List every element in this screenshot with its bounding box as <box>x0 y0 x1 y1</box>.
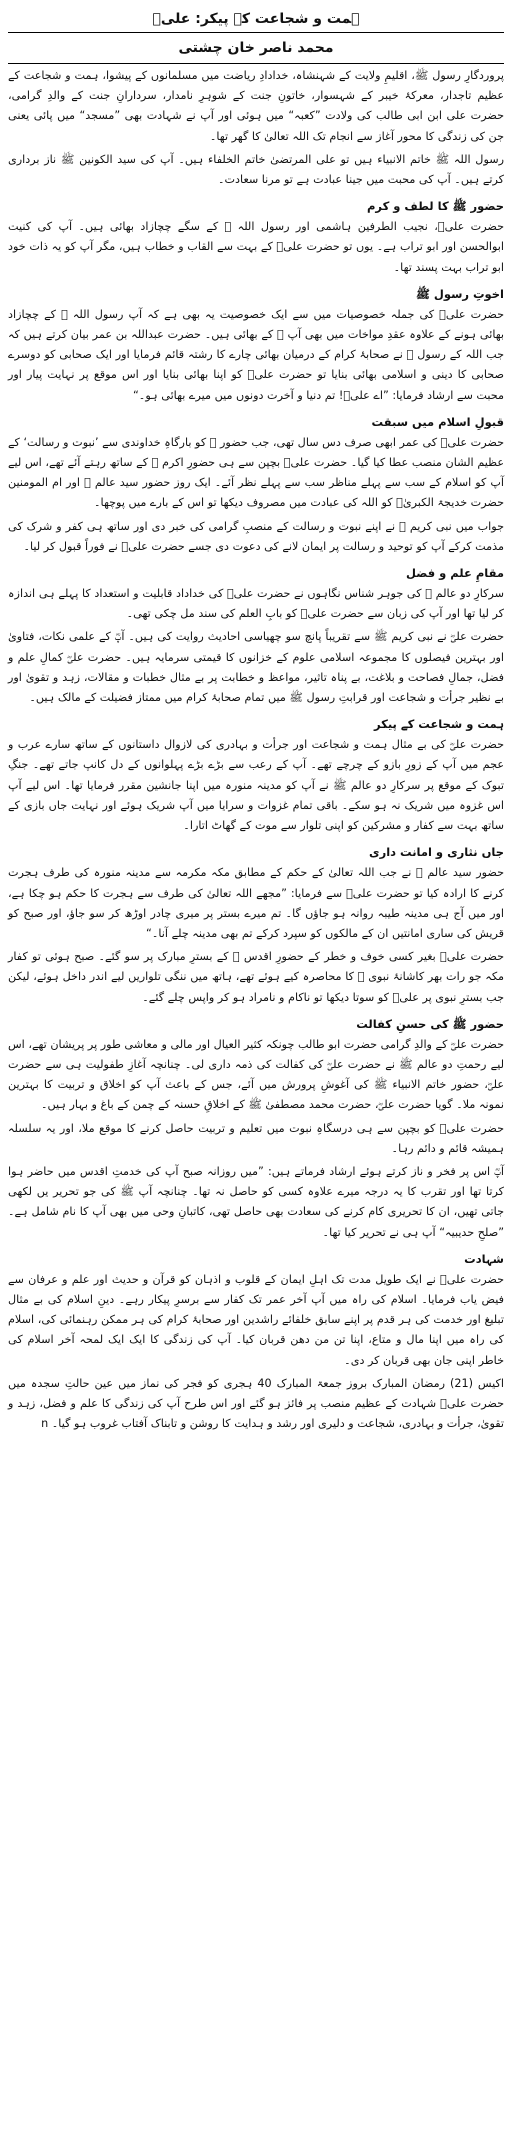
paragraph: رسول اللہ ﷺ خاتم الانبیاء ہیں تو علی المرتضیٰ خاتم الخلفاء ہیں۔ آپ کی سید الکونین ﷺ ناز برداری کرتے ہیں۔ آپ کی محبت میں جینا عبادت ہے تو مرنا سعادت۔ <box>8 152 504 187</box>
paragraph: حضرت علیؓ کی جملہ خصوصیات میں سے ایک خصوصیت یہ بھی ہے کہ آپ رسول اللہ ﷺ کے چچازاد بھائی ہونے کے علاوہ عقدِ مواخات میں بھی آپ ﷺ کے بھائی ہیں۔ حضرت عبداللہ بن عمر بیان کرتے ہیں کہ جب اللہ کے رسول ﷺ نے صحابۂ کرام کے درمیان بھائی چارے کا رشتہ قائم فرمایا اور ایک صحابی کو دوسرے صحابی کا دینی و اسلامی بھائی بنایا تو حضرت علیؓ کو اپنا بھائی بنایا اور اس موقع پر نہایت پیار اور محبت سے ارشاد فرمایا: ”اے علیؓ! تم دنیا و آخرت دونوں میں میرے بھائی ہو۔“ <box>8 307 504 402</box>
section-heading: جاں نثاری و امانت داری <box>369 845 504 860</box>
paragraph: پروردگارِ رسول ﷺ، اقلیمِ ولایت کے شہنشاہ، خدادادِ ریاضت میں مسلمانوں کے پیشوا، ہمت و شجاعت کے عظیم تاجدار، معرکۂ خیبر کے شہسوار، خاتونِ جنت کے شوہرِ نامدار، سردارانِ جنت کے والدِ گرامی، حضرت علی ابن ابی طالب کی ولادت ”کعبہ“ میں ہوئی اور آپ نے شہادت بھی ”مسجد“ میں پائی یعنی جن کی زندگی کا محور آغاز سے انجام تک اللہ تعالیٰ کا گھر تھا۔ <box>8 69 504 143</box>
paragraph: حضرت علیؓ نے نبی کریم ﷺ سے تقریباً پانچ سو چھیاسی احادیث روایت کی ہیں۔ آپؓ کے علمی نکات، فتاویٰ اور بہترین فیصلوں کا مجموعہ اسلامی علوم کے خزانوں کا قیمتی سرمایہ ہیں۔ حضرت علیؓ کمالِ علم و فضل، جمالِ فصاحت و بلاغت، بے پناہ تاثیر، مواعظ و خطابت پر بے مثال خطبات و مقالات، زہد و تقویٰ اور بے نظیر جرأت و شجاعت اور قرابتِ رسول ﷺ میں تمام صحابۂ کرام میں ممتاز فضیلت کے مالک ہیں۔ <box>8 630 504 705</box>
paragraph: حضرت علیؓ بغیر کسی خوف و خطر کے حضورِ اقدس ﷺ کے بسترِ مبارک پر سو گئے۔ صبح ہوئی تو کفار مکہ جو رات بھر کاشانۂ نبوی ﷺ کا محاصرہ کیے ہوئے تھے، ہاتھ میں ننگی تلواریں لیے اندر داخل ہوئے، لیکن جب بسترِ نبوی پر علیؓ کو سوتا دیکھا تو ناکام و نامراد ہو کر واپس چلے گئے۔ <box>8 950 504 1004</box>
article-headline: ہمت و شجاعت کے پیکر: علیؓ <box>152 11 360 27</box>
paragraph: حضرت علیؓ کے والدِ گرامی حضرت ابو طالب چونکہ کثیر العیال اور مالی و معاشی طور پر پریشان تھے، اس لیے رحمتِ دو عالم ﷺ نے حضرت علیؓ کی کفالت کی ذمہ داری لی۔ چنانچہ آغازِ طفولیت ہی سے حضرت علیؓ، حضور خاتم الانبیاء ﷺ کی آغوشِ پرورش میں آئے، جس کے باعث آپ کو اخلاق و تربیت کا بہترین نمونہ ملا۔ گویا حضرت علیؓ، حضرت محمد مصطفیٰ ﷺ کے اخلاقِ حسنہ کے چمن کے باغ و بہار ہیں۔ <box>8 1037 504 1112</box>
section-heading: اخوتِ رسول ﷺ <box>415 286 504 301</box>
paragraph: اکیس (21) رمضان المبارک بروز جمعۃ المبارک 40 ہجری کو فجر کی نماز میں عین حالتِ سجدہ میں حضرت علیؓ شہادت کے عظیم منصب پر فائز ہو گئے اور اس طرح آپ کی زندگی کا علم و فضل، زہد و تقویٰ، جرأت و بہادری، شجاعت و دلیری اور رشد و ہدایت کا روشن و تابناک آفتاب غروب ہو گیا۔ n <box>8 1376 504 1431</box>
article-body <box>8 66 504 1434</box>
section-heading: مقامِ علم و فضل <box>406 566 504 581</box>
paragraph: حضور سید عالم ﷺ نے جب اللہ تعالیٰ کے حکم کے مطابق مکہ مکرمہ سے مدینہ منورہ کی طرف ہجرت کرنے کا ارادہ کیا تو حضرت علیؓ سے فرمایا: ”مجھے اللہ تعالیٰ کی طرف سے ہجرت کا حکم ہو چکا ہے، اور میں آج ہی مدینہ طیبہ روانہ ہو جاؤں گا۔ تم میرے بستر پر میری چادر اوڑھ کر سو جاؤ، اور صبح کو قریش کی ساری امانتیں ان کے مالکوں کو سپرد کرکے تم بھی مدینہ چلے آنا۔“ <box>8 866 504 940</box>
paragraph: حضرت علیؓ نے ایک طویل مدت تک اہلِ ایمان کے قلوب و اذہان کو قرآن و حدیث اور علم و عرفان سے فیض یاب فرمایا۔ اسلام کی راہ میں آپ آخر عمر تک کفار سے برسرِ پیکار رہے۔ دینِ اسلام کی بے مثال تبلیغ اور خدمت کی ہر قدم پر اپنے سابق خلفائے راشدین اور صحابۂ کرام کی ہر ممکن رہنمائی کی، اسلام کی راہ میں اپنا مال و متاع، اپنا تن من دھن قربان کیا۔ آپ کی زندگی کا ایک ایک لمحہ آخر اسلام کی خاطر اپنی جان بھی قربان کر دی۔ <box>8 1272 504 1367</box>
section-heading: قبولِ اسلام میں سبقت <box>371 414 504 429</box>
paragraph: سرکارِ دو عالم ﷺ کی جوہر شناس نگاہوں نے حضرت علیؓ کی خداداد قابلیت و استعداد کا پہلے ہی اندازہ کر لیا تھا اور آپ کی زبان سے حضرت علیؓ کو بابِ العلم کی سند مل چکی تھی۔ <box>8 587 504 621</box>
section-heading: حضور ﷺ کی حسنِ کفالت <box>356 1016 504 1031</box>
paragraph: حضرت علیؓ کی عمر ابھی صرف دس سال تھی، جب حضور ﷺ کو بارگاہِ خداوندی سے ’نبوت و رسالت‘ کے عظیم الشان منصب عطا کیا گیا۔ حضرت علیؓ بچپن سے ہی حضورِ اکرم ﷺ کے ساتھ رہتے آئے تھے، اس لیے آپ کو اسلام کے سب سے پہلے مناظر سب سے پہلے نظر آئے۔ ایک روز حضور سید عالم ﷺ اور ام المومنین حضرت خدیجۃ الکبریٰؓ کو اللہ کی عبادت میں مصروف دیکھا تو اس کے بارے میں پوچھا۔ <box>8 435 504 510</box>
author-byline: محمد ناصر خان چشتی <box>178 40 334 56</box>
byline-rule <box>8 63 504 64</box>
headline-rule <box>8 32 504 33</box>
paragraph: حضرت علیؓ کو بچپن سے ہی درسگاہِ نبوت میں تعلیم و تربیت حاصل کرنے کا موقع ملا، اور یہ سلسلہ ہمیشہ قائم و دائم رہا۔ <box>8 1121 504 1155</box>
paragraph: آپؓ اس پر فخر و ناز کرتے ہوئے ارشاد فرماتے ہیں: ”میں روزانہ صبح آپ کی خدمتِ اقدس میں حاضر ہوا کرتا تھا اور تقرب کا یہ درجہ میرے علاوہ کسی کو حاصل نہ تھا۔ چنانچہ آپ ﷺ کی جو تحریر یں لکھی جاتی تھیں، ان کا تحریری کام کرنے کی سعادت بھی حاصل تھی، کاتبانِ وحی میں بھی آپ کا نام شامل ہے۔ ”صلحِ حدیبیہ“ آپ ہی نے تحریر کیا تھا۔ <box>8 1164 504 1239</box>
section-heading: حضور ﷺ کا لطف و کرم <box>366 199 504 214</box>
section-heading: شہادت <box>464 1251 504 1266</box>
paragraph: حضرت علیؓ، نجیب الطرفین ہاشمی اور رسول اللہ ﷺ کے سگے چچازاد بھائی ہیں۔ آپ کی کنیت ابوالحسن اور ابو تراب ہے۔ یوں تو حضرت علیؓ کے بہت سے القاب و خطاب ہیں، مگر آپ کو یہ ذات خود ابو تراب بہت پسند تھا۔ <box>8 220 504 274</box>
section-heading: ہمت و شجاعت کے پیکر <box>373 717 504 732</box>
paragraph: حضرت علیؓ کی بے مثال ہمت و شجاعت اور جرأت و بہادری کی لازوال داستانوں کے ساتھ سارے عرب و عجم میں آپ کے زورِ بازو کے چرچے تھے۔ آپ کے رعب سے بڑے بڑے پہلوانوں کے دل کانپ جاتے تھے۔ جنگِ تبوک کے موقع پر سرکارِ دو عالم ﷺ نے آپ کو مدینہ منورہ میں اپنا جانشین مقرر فرمایا تھا۔ اس لیے آپ اس غزوہ میں شریک نہ ہو سکے۔ باقی تمام غزوات و سرایا میں آپ شریک ہوئے اور نہایت جاں بازی کے ساتھ بہت سے کفار و مشرکین کو اپنی تلوار سے موت کے گھاٹ اتارا۔ <box>8 738 504 833</box>
paragraph: جواب میں نبی کریم ﷺ نے اپنے نبوت و رسالت کے منصبِ گرامی کی خبر دی اور ساتھ ہی کفر و شرک کی مذمت کرکے آپ کو توحید و رسالت پر ایمان لانے کی دعوت دی جسے حضرت علیؓ نے فوراً قبول کر لیا۔ <box>8 519 504 553</box>
